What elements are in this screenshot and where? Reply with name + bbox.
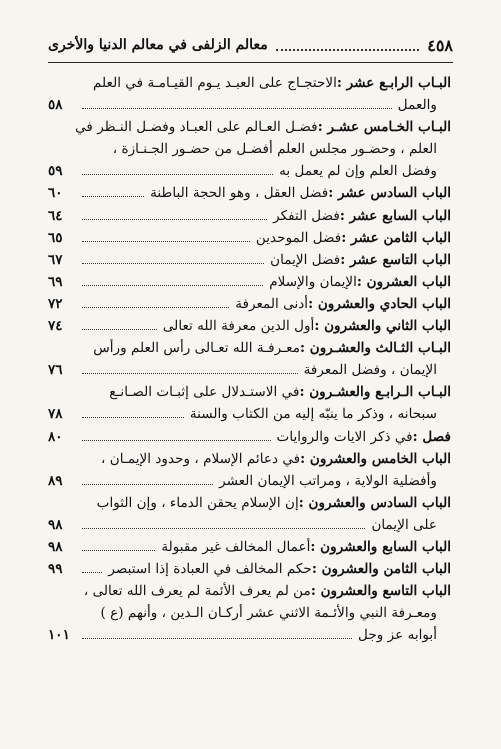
- chapter-title: وأفضلية الولاية ، ومراتب الإيمان العشر: [219, 472, 437, 489]
- chapter-title: فضل الإيمان: [270, 251, 341, 268]
- toc-line: [48, 558, 451, 580]
- toc-line: [48, 160, 451, 182]
- dot-leader: [82, 206, 267, 220]
- toc-line: [48, 94, 451, 116]
- dot-leader: [82, 161, 273, 175]
- toc-line: [48, 359, 451, 381]
- table-of-contents: [48, 72, 451, 646]
- page-ref: ١٠١: [48, 627, 70, 644]
- chapter-label: الباب العشرون :: [356, 273, 451, 290]
- page-ref: ٦٧: [48, 251, 63, 268]
- dot-leader: [82, 272, 263, 286]
- chapter-title: أدنى المعرفة: [235, 295, 309, 312]
- toc-line: [48, 293, 451, 315]
- chapter-label: الباب الخامس والعشرون :: [300, 450, 451, 467]
- toc-line: [48, 403, 451, 425]
- chapter-title: فضل العقل ، وهو الحجة الباطنة: [150, 185, 329, 202]
- toc-line: [48, 624, 451, 646]
- chapter-title: على الإيمان: [371, 516, 437, 533]
- page-ref: ٨٩: [48, 472, 63, 489]
- chapter-title: العلم ، وحضـور مجلس العلم أفضـل من حضـور الجـنـازة ،: [112, 141, 437, 158]
- chapter-label: الباب السادس عشر :: [328, 185, 451, 202]
- dot-leader: [82, 294, 229, 308]
- chapter-label: البـاب الرابـع عشر :: [336, 75, 451, 91]
- toc-line: [48, 227, 451, 249]
- toc-line: [48, 249, 451, 271]
- chapter-title: الاحتجـاج على العبـد يـوم القيـامـة في العلم: [93, 75, 337, 91]
- toc-line: [48, 602, 451, 624]
- dot-leader: [82, 427, 271, 441]
- chapter-title: أول الدين معرفة الله تعالى: [162, 318, 315, 335]
- toc-line: [48, 205, 451, 227]
- toc-line: [48, 514, 451, 536]
- chapter-title: وفضل العلم وإن لم يعمل به: [279, 163, 437, 180]
- toc-line: [48, 580, 451, 602]
- dot-leader: [82, 360, 298, 374]
- chapter-title: سبحانه ، وذكر ما ينبّه إليه من الكتاب والسنة: [189, 406, 437, 423]
- chapter-title: الإيمان والإسلام: [269, 273, 357, 290]
- toc-line: [48, 381, 451, 403]
- chapter-label: الباب الثاني والعشرون :: [314, 318, 451, 335]
- page-ref: ٧٨: [48, 406, 63, 423]
- chapter-title: ومعـرفة النبي والأئـمة الاثني عشر أركـان الـدين ، وأنهم (ع ): [100, 605, 437, 622]
- chapter-label: الباب التاسع والعشرون :: [310, 583, 451, 600]
- dot-leader: [82, 625, 352, 639]
- toc-line: [48, 182, 451, 204]
- chapter-title: أبوابه عز وجل: [358, 627, 437, 644]
- chapter-label: فصل :: [412, 428, 451, 445]
- chapter-title: والعمل: [397, 97, 437, 114]
- dot-leader: [82, 316, 157, 330]
- toc-line: [48, 116, 451, 138]
- toc-line: [48, 337, 451, 359]
- chapter-title: في ذكر الايات والروايات: [276, 428, 413, 445]
- page-ref: ٧٢: [48, 295, 63, 312]
- chapter-label: البـاب الـرابـع والعشـرون :: [299, 384, 451, 401]
- chapter-label: الباب السابع والعشرون :: [310, 538, 451, 555]
- chapter-title: فضل التفكر: [273, 207, 340, 224]
- page-ref: ٦٥: [48, 229, 63, 246]
- chapter-label: الباب الحادي والعشرون :: [308, 295, 451, 312]
- dot-leader: [82, 537, 155, 551]
- toc-line: [48, 470, 451, 492]
- dot-leader: [82, 183, 144, 197]
- chapter-title: في الاستـدلال على إثبـات الصـانـع: [109, 384, 300, 401]
- toc-line: [48, 492, 451, 514]
- toc-line: [48, 315, 451, 337]
- page-ref: ٥٨: [48, 97, 63, 114]
- dot-leader: [82, 404, 184, 418]
- chapter-title: حكم المخالف في العبادة إذا استبصر: [108, 561, 312, 578]
- page-ref: ٩٨: [48, 516, 63, 533]
- page-number: ٤٥٨: [427, 35, 453, 55]
- page-ref: ٩٩: [48, 561, 63, 578]
- chapter-title: معـرفـة الله تعـالى رأس العلم ورأس: [93, 340, 300, 357]
- page-ref: ٧٤: [48, 318, 63, 335]
- chapter-label: الباب التاسع عشر :: [340, 251, 451, 268]
- chapter-label: الباب السابع عشر :: [339, 207, 451, 224]
- chapter-title: أعمال المخالف غير مقبولة: [161, 538, 311, 555]
- chapter-label: البـاب الخـامس عشـر :: [317, 119, 451, 136]
- page-ref: ٨٠: [48, 428, 63, 445]
- chapter-label: الباب الثامن والعشرون :: [311, 561, 451, 578]
- dot-leader: [82, 228, 250, 242]
- dot-leader: [82, 471, 213, 485]
- chapter-title: الإيمان ، وفضل المعرفة: [303, 362, 437, 379]
- chapter-label: الباب الثامن عشر :: [341, 229, 451, 246]
- toc-line: [48, 448, 451, 470]
- toc-line: [48, 271, 451, 293]
- dot-leader: [82, 515, 365, 529]
- chapter-label: الباب السادس والعشرون :: [298, 494, 451, 511]
- toc-line: [48, 72, 451, 94]
- toc-line: [48, 426, 451, 448]
- chapter-title: في دعائم الإسلام ، وحدود الإيمـان ،: [101, 450, 301, 467]
- dot-leader: [82, 95, 392, 109]
- page-ref: ٧٦: [48, 362, 63, 379]
- toc-line: [48, 536, 451, 558]
- page-ref: ٦٤: [48, 207, 63, 224]
- chapter-title: إن الإسلام يحقن الدماء ، وإن الثواب: [96, 494, 299, 511]
- page-ref: ٥٩: [48, 163, 63, 180]
- dot-leader: [82, 250, 264, 264]
- chapter-title: فضل الموحدين: [255, 229, 342, 246]
- chapter-label: البـاب الثـالث والعشـرون :: [300, 340, 451, 357]
- running-header: [48, 34, 453, 56]
- chapter-title: من لم يعرف الأئمة لم يعرف الله تعالى ،: [83, 583, 311, 600]
- page-ref: ٦٩: [48, 273, 63, 290]
- page-ref: ٦٠: [48, 185, 63, 202]
- toc-line: [48, 138, 451, 160]
- header-rule: [48, 62, 453, 63]
- header-dot-leader: [276, 39, 420, 51]
- book-title: معالم الزلفى في معالم الدنيا والأخرى: [48, 37, 268, 53]
- dot-leader: [82, 559, 102, 573]
- page-ref: ٩٨: [48, 538, 63, 555]
- chapter-title: فضـل العـالم على العبـاد وفضـل النـظر في: [75, 119, 318, 136]
